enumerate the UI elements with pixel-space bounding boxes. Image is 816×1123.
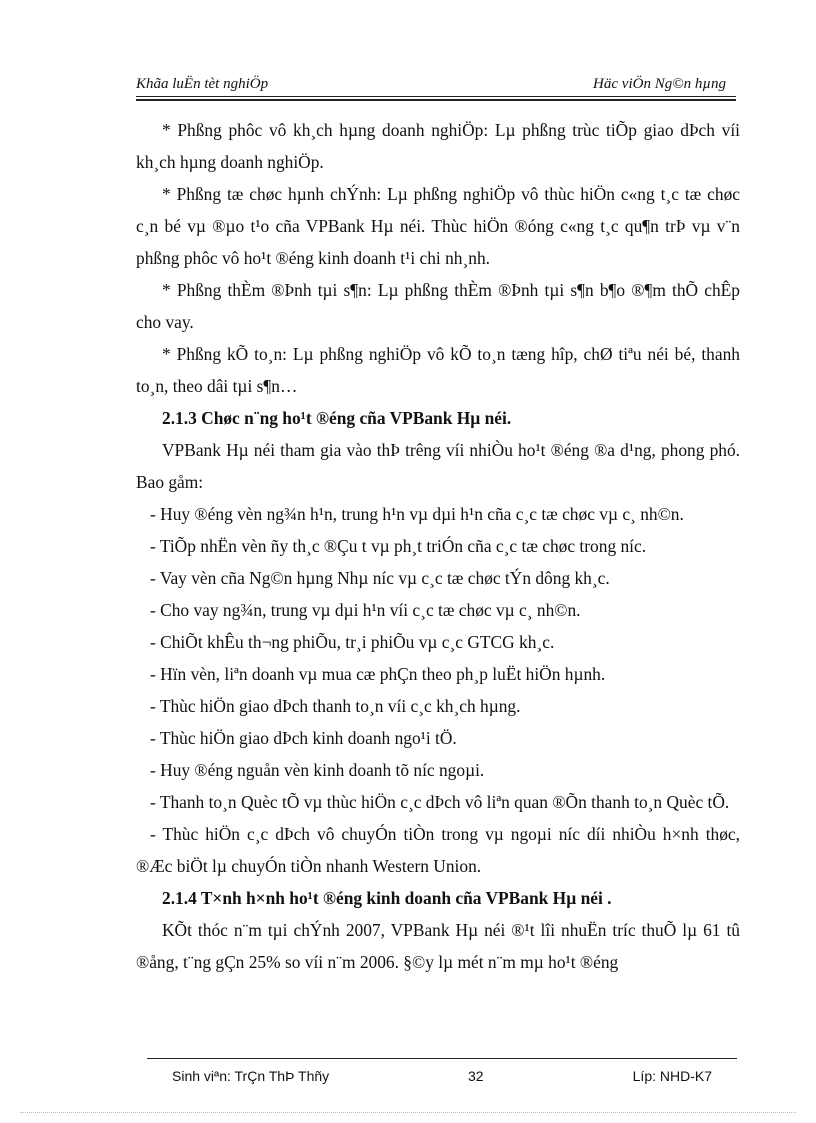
paragraph: * Phßng kÕ to¸n: Lµ phßng nghiÖp vô kÕ to¸n tæng hîp, chØ tiªu néi bé, thanh to¸n, theo dâi tµi s¶n…: [136, 344, 740, 396]
page-number: 32: [468, 1068, 484, 1084]
paragraph: * Phßng thÈm ®Þnh tµi s¶n: Lµ phßng thÈm ®Þnh tµi s¶n b¶o ®¶m thÕ chÊp cho vay.: [136, 280, 740, 332]
header-divider: [136, 96, 736, 97]
list-item: - Cho vay ng¾n, trung vµ dµi h¹n víi c¸c tæ chøc vµ c¸ nh©n.: [150, 600, 581, 620]
list-item: - Vay vèn cña Ng©n hµng Nhµ níc vµ c¸c tæ chøc tÝn dông kh¸c.: [150, 568, 610, 588]
header-divider-thick: [136, 99, 736, 101]
paragraph: KÕt thóc n¨m tµi chÝnh 2007, VPBank Hµ néi ®¹t lîi nhuËn tríc thuÕ lµ 61 tû ®ång, t¨ng gÇn 25% so víi n¨m 2006. §©y lµ mét n¨m mµ ho¹t ®éng: [136, 920, 740, 972]
list-item: - Thùc hiÖn c¸c dÞch vô chuyÓn tiÒn trong vµ ngoµi níc díi nhiÒu h×nh thøc, ®Æc biÖt lµ chuyÓn tiÒn nhanh Western Union.: [136, 824, 740, 876]
paragraph: * Phßng tæ chøc hµnh chÝnh: Lµ phßng nghiÖp vô thùc hiÖn c«ng t¸c tæ chøc c¸n bé vµ ®µo t¹o cña VPBank Hµ néi. Thùc hiÖn ®óng c«ng t¸c qu¶n trÞ vµ v¨n phßng phôc vô ho¹t ®éng kinh doanh t¹i chi nh¸nh.: [136, 184, 740, 268]
footer-divider: [147, 1058, 737, 1059]
list-item: - ChiÕt khÊu th¬ng phiÕu, tr¸i phiÕu vµ c¸c GTCG kh¸c.: [150, 632, 555, 652]
footer-class: Líp: NHD-K7: [632, 1068, 712, 1084]
page-header: [136, 74, 736, 96]
list-item: - Thanh to¸n Quèc tÕ vµ thùc hiÖn c¸c dÞch vô liªn quan ®Õn thanh to¸n Quèc tÕ.: [150, 792, 730, 812]
list-item: - Thùc hiÖn giao dÞch kinh doanh ngo¹i tÖ.: [150, 728, 457, 748]
list-item: - Huy ®éng vèn ng¾n h¹n, trung h¹n vµ dµi h¹n cña c¸c tæ chøc vµ c¸ nh©n.: [150, 504, 684, 524]
header-thesis-title: Khãa luËn tèt nghiÖp: [136, 76, 269, 92]
body-text: [136, 114, 740, 978]
section-heading: 2.1.3 Chøc n¨ng ho¹t ®éng cña VPBank Hµ néi.: [162, 408, 512, 428]
page-bottom-dotted-line: [20, 1112, 796, 1113]
footer-student: Sinh viªn: TrÇn ThÞ Thñy: [172, 1068, 330, 1084]
section-heading: 2.1.4 T×nh h×nh ho¹t ®éng kinh doanh cña VPBank Hµ néi .: [162, 888, 612, 908]
list-item: - Hïn vèn, liªn doanh vµ mua cæ phÇn theo ph¸p luËt hiÖn hµnh.: [150, 664, 606, 684]
list-item: - Thùc hiÖn giao dÞch thanh to¸n víi c¸c kh¸ch hµng.: [150, 696, 521, 716]
header-institution: Häc viÖn Ng©n hµng: [593, 76, 726, 92]
list-item: - TiÕp nhËn vèn ñy th¸c ®Çu t vµ ph¸t triÓn cña c¸c tæ chøc trong níc.: [150, 536, 647, 556]
list-item: - Huy ®éng nguån vèn kinh doanh tõ níc ngoµi.: [150, 760, 485, 780]
paragraph: VPBank Hµ néi tham gia vào thÞ trêng víi nhiÒu ho¹t ®éng ®a d¹ng, phong phó. Bao gåm:: [136, 440, 740, 492]
paragraph: * Phßng phôc vô kh¸ch hµng doanh nghiÖp: Lµ phßng trùc tiÕp giao dÞch víi kh¸ch hµng doanh nghiÖp.: [136, 120, 740, 172]
